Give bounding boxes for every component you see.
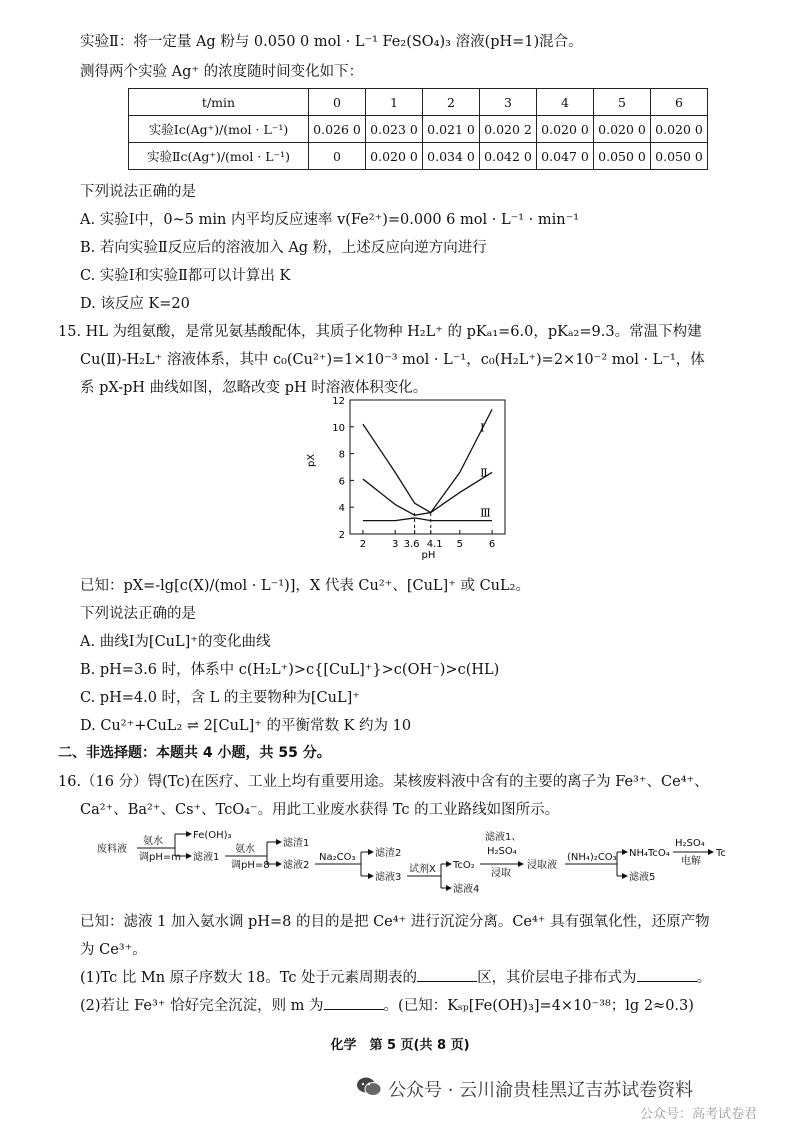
q14-option-b: B. 若向实验Ⅱ反应后的溶液加入 Ag 粉，上述反应向逆方向进行	[80, 240, 487, 256]
q16-known-line2: 为 Ce³⁺。	[80, 942, 147, 958]
table-row	[129, 143, 708, 170]
table-cell: 0.020 0	[651, 116, 708, 143]
table-cell: 实验Ⅱc(Ag⁺)/(mol · L⁻¹)	[129, 143, 309, 170]
q14-option-d: D. 该反应 K=20	[80, 296, 190, 312]
flow-reagent: H₂SO₄	[675, 838, 705, 849]
y-tick-label: 6	[338, 476, 345, 488]
table-cell: 0.020 0	[537, 116, 594, 143]
x-tick-label: 6	[488, 539, 496, 550]
series-label: Ⅲ	[480, 506, 491, 520]
table-header-row	[129, 89, 708, 116]
series-line	[363, 518, 492, 521]
table-cell: t/min	[129, 89, 309, 116]
y-tick-label: 2	[338, 530, 345, 541]
flow-node: 滤液1	[193, 852, 220, 863]
q15-option-c: C. pH=4.0 时，含 L 的主要物种为[CuL]⁺	[80, 690, 360, 706]
flow-reagent: 滤液1、	[485, 832, 522, 843]
q16-sub2	[80, 994, 694, 1015]
q16-sub1-part2: 区，其价层电子排布式为	[477, 970, 637, 986]
table-cell: 实验Ⅰc(Ag⁺)/(mol · L⁻¹)	[129, 116, 309, 143]
q14-option-a: A. 实验Ⅰ中，0~5 min 内平均反应速率 v(Fe²⁺)=0.000 6 mol · L⁻¹ · min⁻¹	[80, 212, 580, 228]
watermark-sub: 公众号：高考试卷君	[640, 1107, 758, 1122]
q15-line3: 系 pX-pH 曲线如图，忽略改变 pH 时溶液体积变化。	[80, 380, 428, 396]
table-cell: 4	[537, 89, 594, 116]
flow-node: 滤液4	[453, 884, 480, 894]
x-tick-label: 5	[456, 539, 463, 550]
wechat-icon	[356, 1076, 382, 1098]
series-line	[363, 472, 492, 515]
answer-blank[interactable]	[417, 967, 477, 982]
flow-node: NH₄TcO₄	[629, 848, 670, 859]
x-tick-label: 2	[359, 539, 367, 550]
table-cell: 2	[423, 89, 480, 116]
flow-node: 滤渣1	[283, 838, 310, 849]
answer-blank[interactable]	[637, 967, 697, 982]
flow-node: 滤液5	[629, 872, 656, 883]
x-tick-label: 3	[392, 539, 399, 550]
q15-line1: 15. HL 为组氨酸，是常见氨基酸配体，其质子化物种 H₂L⁺ 的 pKₐ₁=6.0，pKₐ₂=9.3。常温下构建	[58, 324, 702, 340]
table-row	[129, 116, 708, 143]
table-cell: 0.050 0	[594, 143, 651, 170]
q15-known: 已知：pX=-lg[c(X)/(mol · L⁻¹)]，X 代表 Cu²⁺、[CuL]⁺ 或 CuL₂。	[80, 578, 530, 594]
flow-node: 滤液2	[283, 860, 310, 871]
table-cell: 1	[366, 89, 423, 116]
q16-line1: 16.（16 分）锝(Tc)在医疗、工业上均有重要用途。某核废料液中含有的主要的离子为 Fe³⁺、Ce⁴⁺、	[58, 774, 709, 790]
q15-prompt: 下列说法正确的是	[80, 606, 196, 622]
answer-blank[interactable]	[324, 995, 384, 1010]
flow-condition: 浸取	[491, 868, 511, 879]
q15-option-a: A. 曲线Ⅰ为[CuL]⁺的变化曲线	[80, 634, 271, 650]
series-label: Ⅰ	[480, 421, 485, 435]
q15-option-d: D. Cu²⁺+CuL₂ ⇌ 2[CuL]⁺ 的平衡常数 K 约为 10	[80, 718, 412, 734]
table-cell: 6	[651, 89, 708, 116]
flow-condition: 调pH=m	[139, 852, 181, 863]
q14-prompt: 下列说法正确的是	[80, 184, 196, 200]
flow-node: 浸取液	[527, 860, 557, 871]
series-line	[363, 409, 492, 512]
watermark-main: 公众号 · 云川渝贵桂黑辽吉苏试卷资料	[388, 1080, 694, 1101]
flow-reagent: 氨水	[235, 844, 255, 855]
flow-node: 滤液3	[375, 872, 402, 883]
section2-heading: 二、非选择题：本题共 4 小题，共 55 分。	[58, 745, 331, 761]
y-tick-label: 4	[338, 503, 345, 515]
flow-node: Fe(OH)₃	[193, 830, 232, 841]
x-tick-label: 4.1	[426, 539, 443, 550]
table-cell: 0.034 0	[423, 143, 480, 170]
flow-node: Tc	[716, 848, 726, 859]
x-axis-label: pH	[421, 550, 436, 561]
q16-known-line1: 已知：滤液 1 加入氨水调 pH=8 的目的是把 Ce⁴⁺ 进行沉淀分离。Ce⁴⁺ 具有强氧化性，还原产物	[80, 914, 710, 930]
q16-line2: Ca²⁺、Ba²⁺、Cs⁺、TcO₄⁻。用此工业废水获得 Tc 的工业路线如图所示。	[80, 802, 560, 818]
table-cell: 0.020 0	[594, 116, 651, 143]
table-cell: 0.026 0	[309, 116, 366, 143]
px-ph-chart	[300, 392, 515, 562]
exp2-text: 实验Ⅱ：将一定量 Ag 粉与 0.050 0 mol · L⁻¹ Fe₂(SO₄)₃ 溶液(pH=1)混合。	[80, 34, 583, 50]
q15-line2: Cu(Ⅱ)-H₂L⁺ 溶液体系，其中 c₀(Cu²⁺)=1×10⁻³ mol · L⁻¹，c₀(H₂L⁺)=2×10⁻² mol · L⁻¹，体	[80, 352, 705, 368]
table-cell: 0.020 0	[366, 143, 423, 170]
flow-reagent: 氨水	[143, 836, 163, 847]
table-cell: 5	[594, 89, 651, 116]
table-cell: 0.050 0	[651, 143, 708, 170]
flow-condition: 电解	[681, 856, 701, 867]
process-flowchart	[95, 826, 735, 894]
flow-node: 滤渣2	[375, 848, 402, 859]
q15-option-b: B. pH=3.6 时，体系中 c(H₂L⁺)>c{[CuL]⁺}>c(OH⁻)>c(HL)	[80, 662, 500, 678]
q16-sub2-part2: 。(已知：Kₛₚ[Fe(OH)₃]=4×10⁻³⁸；lg 2≈0.3)	[383, 998, 694, 1014]
table-cell: 0.023 0	[366, 116, 423, 143]
table-cell: 0.047 0	[537, 143, 594, 170]
flow-node: TcO₂	[453, 860, 475, 871]
q16-sub1	[80, 966, 711, 987]
y-tick-label: 10	[332, 422, 345, 434]
q14-option-c: C. 实验Ⅰ和实验Ⅱ都可以计算出 K	[80, 268, 291, 284]
flow-reagent: Na₂CO₃	[319, 852, 356, 863]
table-cell: 3	[480, 89, 537, 116]
flow-reagent: H₂SO₄	[487, 846, 517, 857]
q16-sub2-part1: (2)若让 Fe³⁺ 恰好完全沉淀，则 m 为	[80, 998, 324, 1014]
table-cell: 0	[309, 89, 366, 116]
y-axis-label: pX	[306, 453, 317, 467]
y-tick-label: 12	[332, 396, 345, 407]
table-cell: 0.020 2	[480, 116, 537, 143]
ag-concentration-table	[128, 88, 708, 170]
flow-reagent: (NH₄)₂CO₃	[567, 852, 617, 863]
q16-sub1-part3: 。	[696, 970, 712, 986]
flow-reagent: 试剂X	[409, 864, 436, 875]
series-label: Ⅱ	[480, 466, 488, 480]
table-cell: 0	[309, 143, 366, 170]
x-tick-label: 3.6	[403, 539, 420, 550]
table-cell: 0.042 0	[480, 143, 537, 170]
y-tick-label: 8	[338, 449, 345, 461]
measure-text: 测得两个实验 Ag⁺ 的浓度随时间变化如下：	[80, 64, 364, 80]
q16-sub1-part1: (1)Tc 比 Mn 原子序数大 18。Tc 处于元素周期表的	[80, 970, 418, 986]
flow-node: 废料液	[97, 844, 127, 855]
table-cell: 0.021 0	[423, 116, 480, 143]
page-footer: 化学 第 5 页(共 8 页)	[330, 1038, 470, 1053]
flow-condition: 调pH=8	[231, 860, 270, 871]
